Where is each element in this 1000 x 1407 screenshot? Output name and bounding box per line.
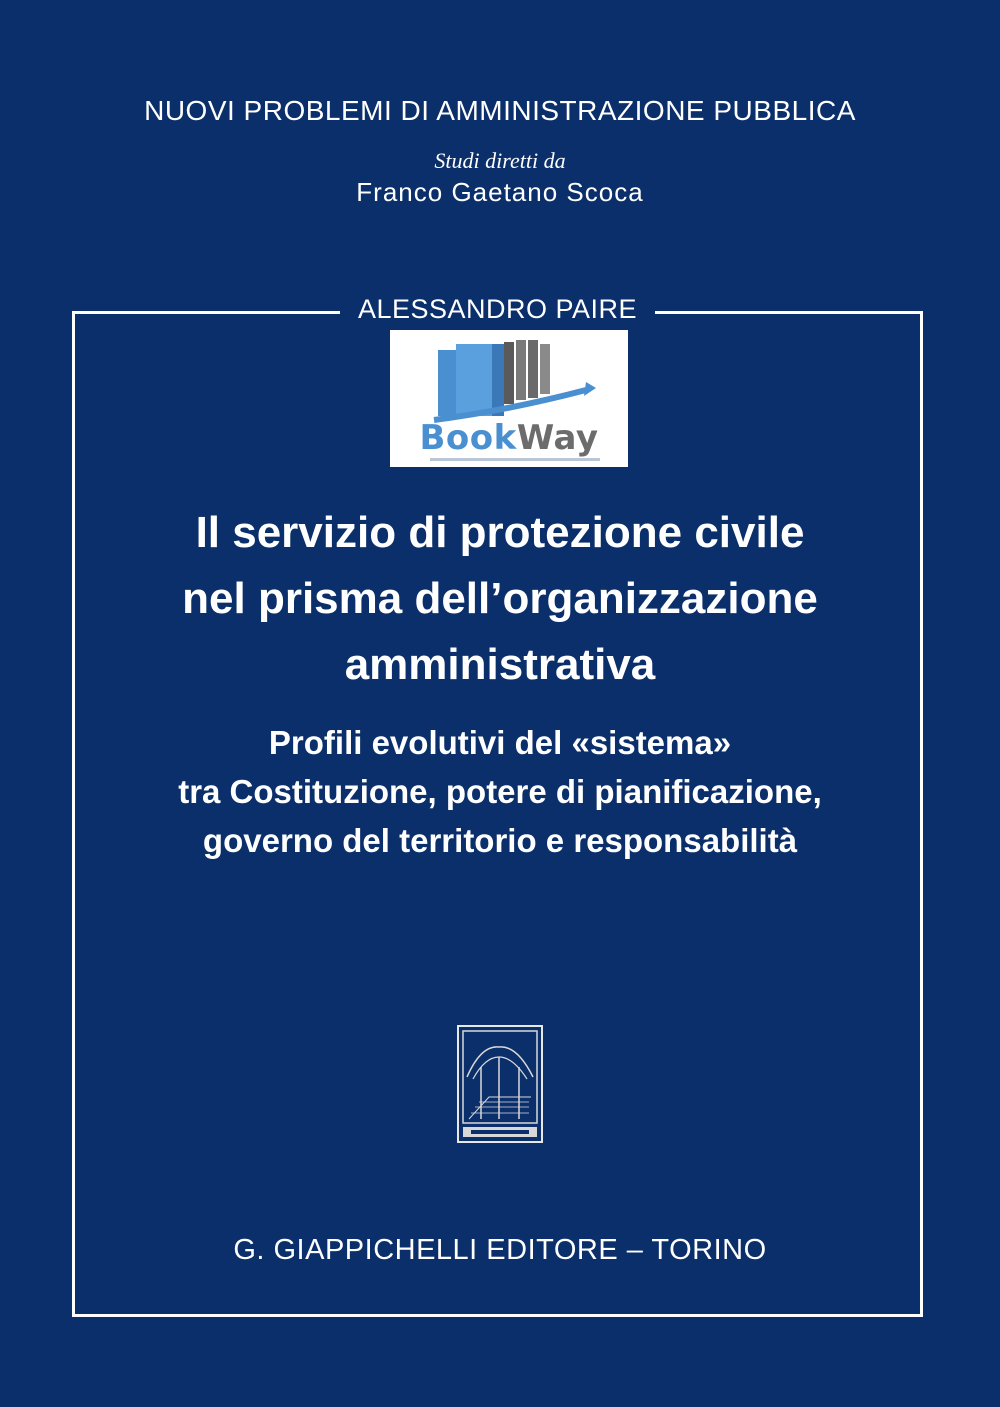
- publisher-name: G. GIAPPICHELLI EDITORE – TORINO: [233, 1234, 767, 1266]
- subtitle-line: tra Costituzione, potere di pianificazione,: [178, 773, 822, 810]
- subtitle-line: Profili evolutivi del «sistema»: [268, 724, 732, 761]
- title-line: nel prisma dell’organizzazione: [182, 574, 818, 623]
- series-director: Franco Gaetano Scoca: [356, 177, 644, 207]
- author-name: ALESSANDRO PAIRE: [357, 294, 638, 324]
- bookway-word-book: Book: [419, 418, 517, 458]
- bookway-word-way: Way: [516, 418, 599, 458]
- series-directed-by: Studi diretti da: [434, 148, 566, 173]
- title-line: amministrativa: [344, 640, 656, 689]
- subtitle-line: governo del territorio e responsabilità: [202, 822, 798, 859]
- bookway-tagline: [430, 458, 600, 461]
- book-subtitle: [80, 718, 920, 865]
- bookway-watermark: [390, 330, 628, 467]
- bookway-wordmark: [390, 418, 628, 458]
- publisher-emblem-icon: [459, 1027, 541, 1141]
- publisher-emblem: [457, 1025, 543, 1143]
- title-line: Il servizio di protezione civile: [195, 508, 805, 557]
- book-title: [80, 500, 920, 698]
- series-title: NUOVI PROBLEMI DI AMMINISTRAZIONE PUBBLICA: [144, 95, 856, 126]
